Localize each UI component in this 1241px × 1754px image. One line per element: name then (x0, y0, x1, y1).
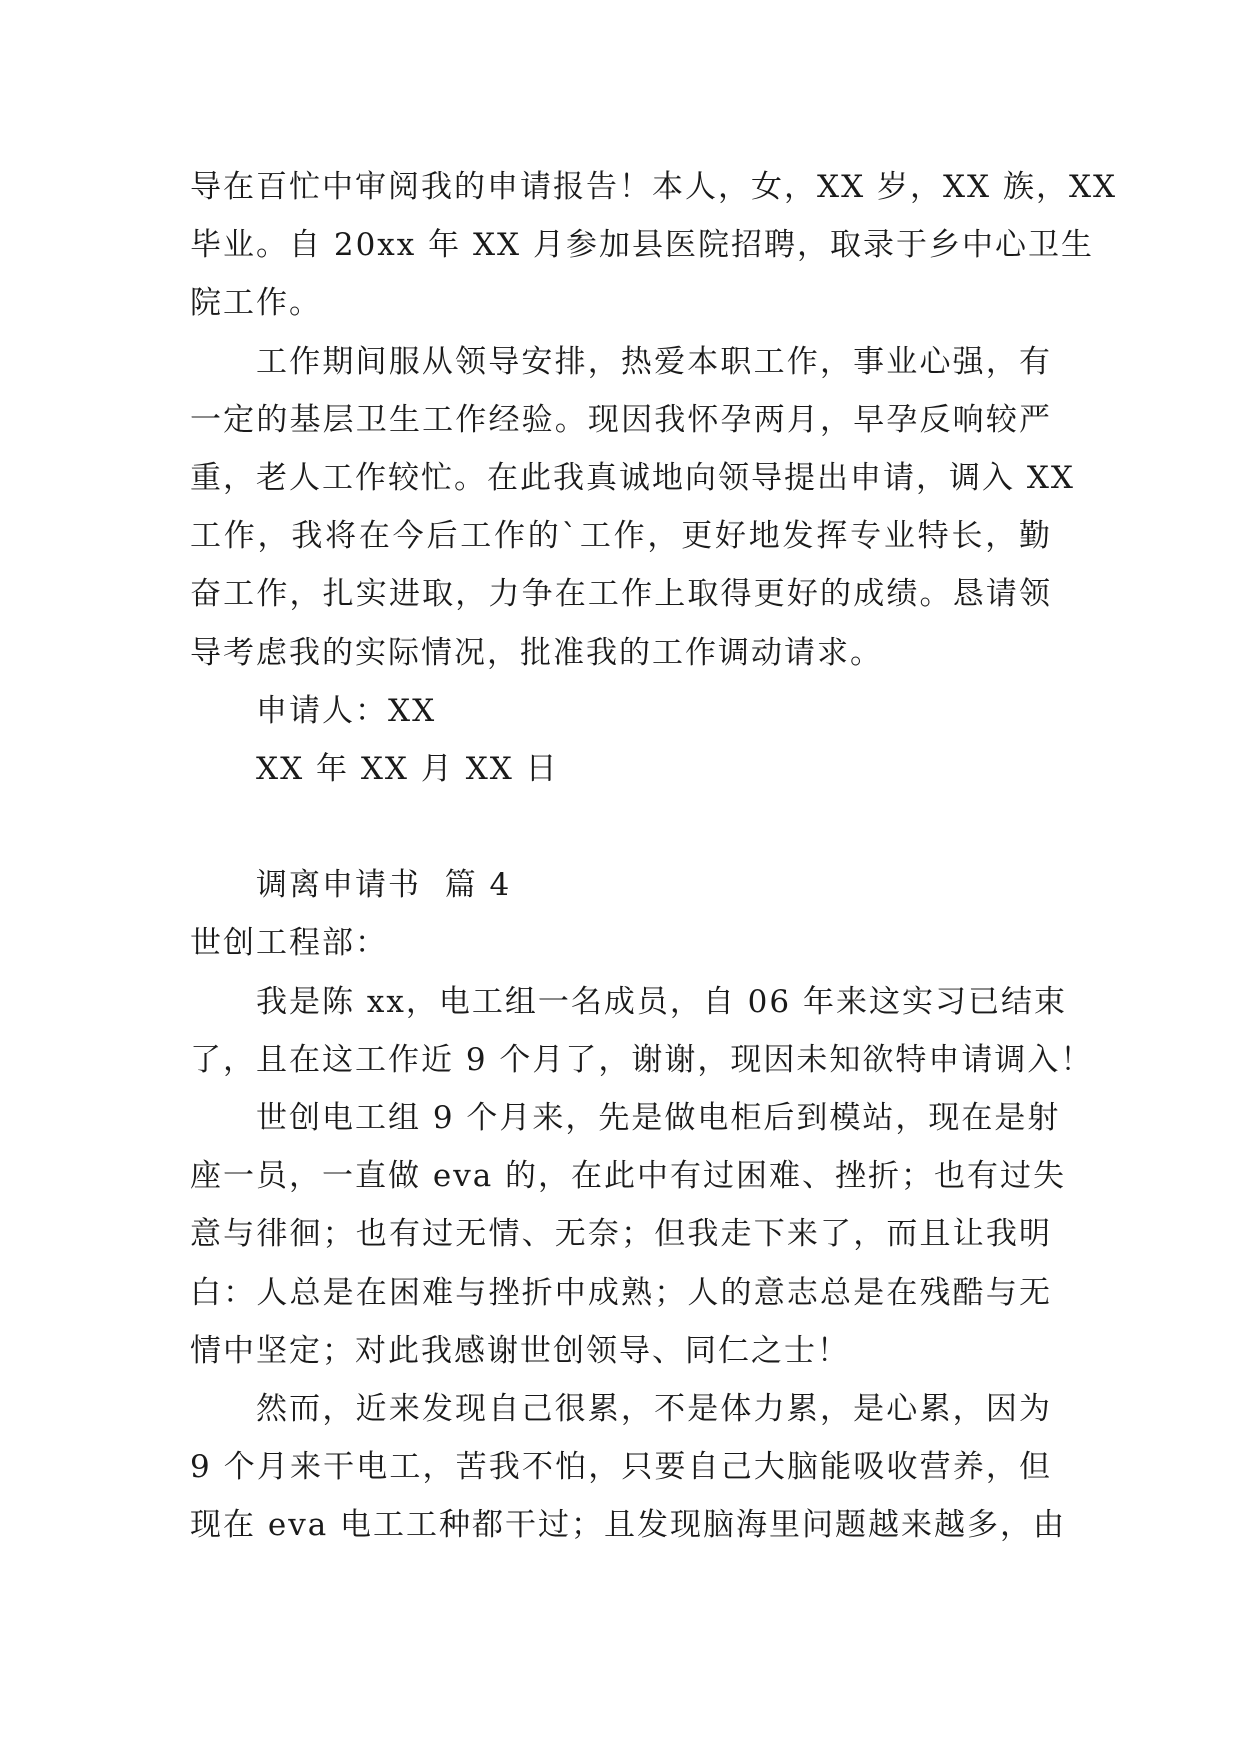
text-line: 工作期间服从领导安排，热爱本职工作，事业心强，有 (256, 343, 1052, 380)
section-title: 调离申请书 篇 4 (256, 867, 512, 904)
text-line: 现在 eva 电工工种都干过；且发现脑海里问题越来越多，由 (190, 1507, 1067, 1544)
text-line: 导考虑我的实际情况，批准我的工作调动请求。 (190, 634, 883, 671)
text-line: 了，且在这工作近 9 个月了，谢谢，现因未知欲特申请调入！ (190, 1041, 1094, 1078)
signature-applicant: 申请人：XX (256, 692, 437, 729)
signature-date: XX 年 XX 月 XX 日 (256, 750, 559, 787)
text-line: 重，老人工作较忙。在此我真诚地向领导提出申请，调入 XX (190, 459, 1075, 496)
text-line: 一定的基层卫生工作经验。现因我怀孕两月，早孕反响较严 (190, 401, 1052, 438)
text-line: 世创电工组 9 个月来，先是做电柜后到模站，现在是射 (256, 1100, 1061, 1136)
text-line: 奋工作，扎实进取，力争在工作上取得更好的成绩。恳请领 (190, 576, 1052, 613)
salutation: 世创工程部： (190, 925, 388, 962)
text-line: 9 个月来干电工，苦我不怕，只要自己大脑能吸收营养，但 (190, 1449, 1052, 1486)
text-line: 毕业。自 20xx 年 XX 月参加县医院招聘，取录于乡中心卫生 (190, 227, 1094, 264)
document-body (190, 158, 1118, 1555)
text-line: 我是陈 xx，电工组一名成员，自 06 年来这实习已结束 (256, 983, 1067, 1020)
text-line: 导在百忙中审阅我的申请报告！本人，女，XX 岁，XX 族，XX (190, 169, 1118, 205)
blank-line (190, 798, 1052, 856)
text-line: 然而，近来发现自己很累，不是体力累，是心累，因为 (256, 1390, 1052, 1427)
text-line: 院工作。 (190, 285, 322, 322)
text-line: 工作，我将在今后工作的`工作，更好地发挥专业特长，勤 (190, 518, 1052, 555)
text-line: 意与徘徊；也有过无情、无奈；但我走下来了，而且让我明 (190, 1216, 1052, 1253)
text-line: 白：人总是在困难与挫折中成熟；人的意志总是在残酷与无 (190, 1274, 1052, 1311)
text-line: 座一员，一直做 eva 的，在此中有过困难、挫折；也有过失 (190, 1158, 1067, 1195)
text-line: 情中坚定；对此我感谢世创领导、同仁之士！ (190, 1332, 850, 1369)
